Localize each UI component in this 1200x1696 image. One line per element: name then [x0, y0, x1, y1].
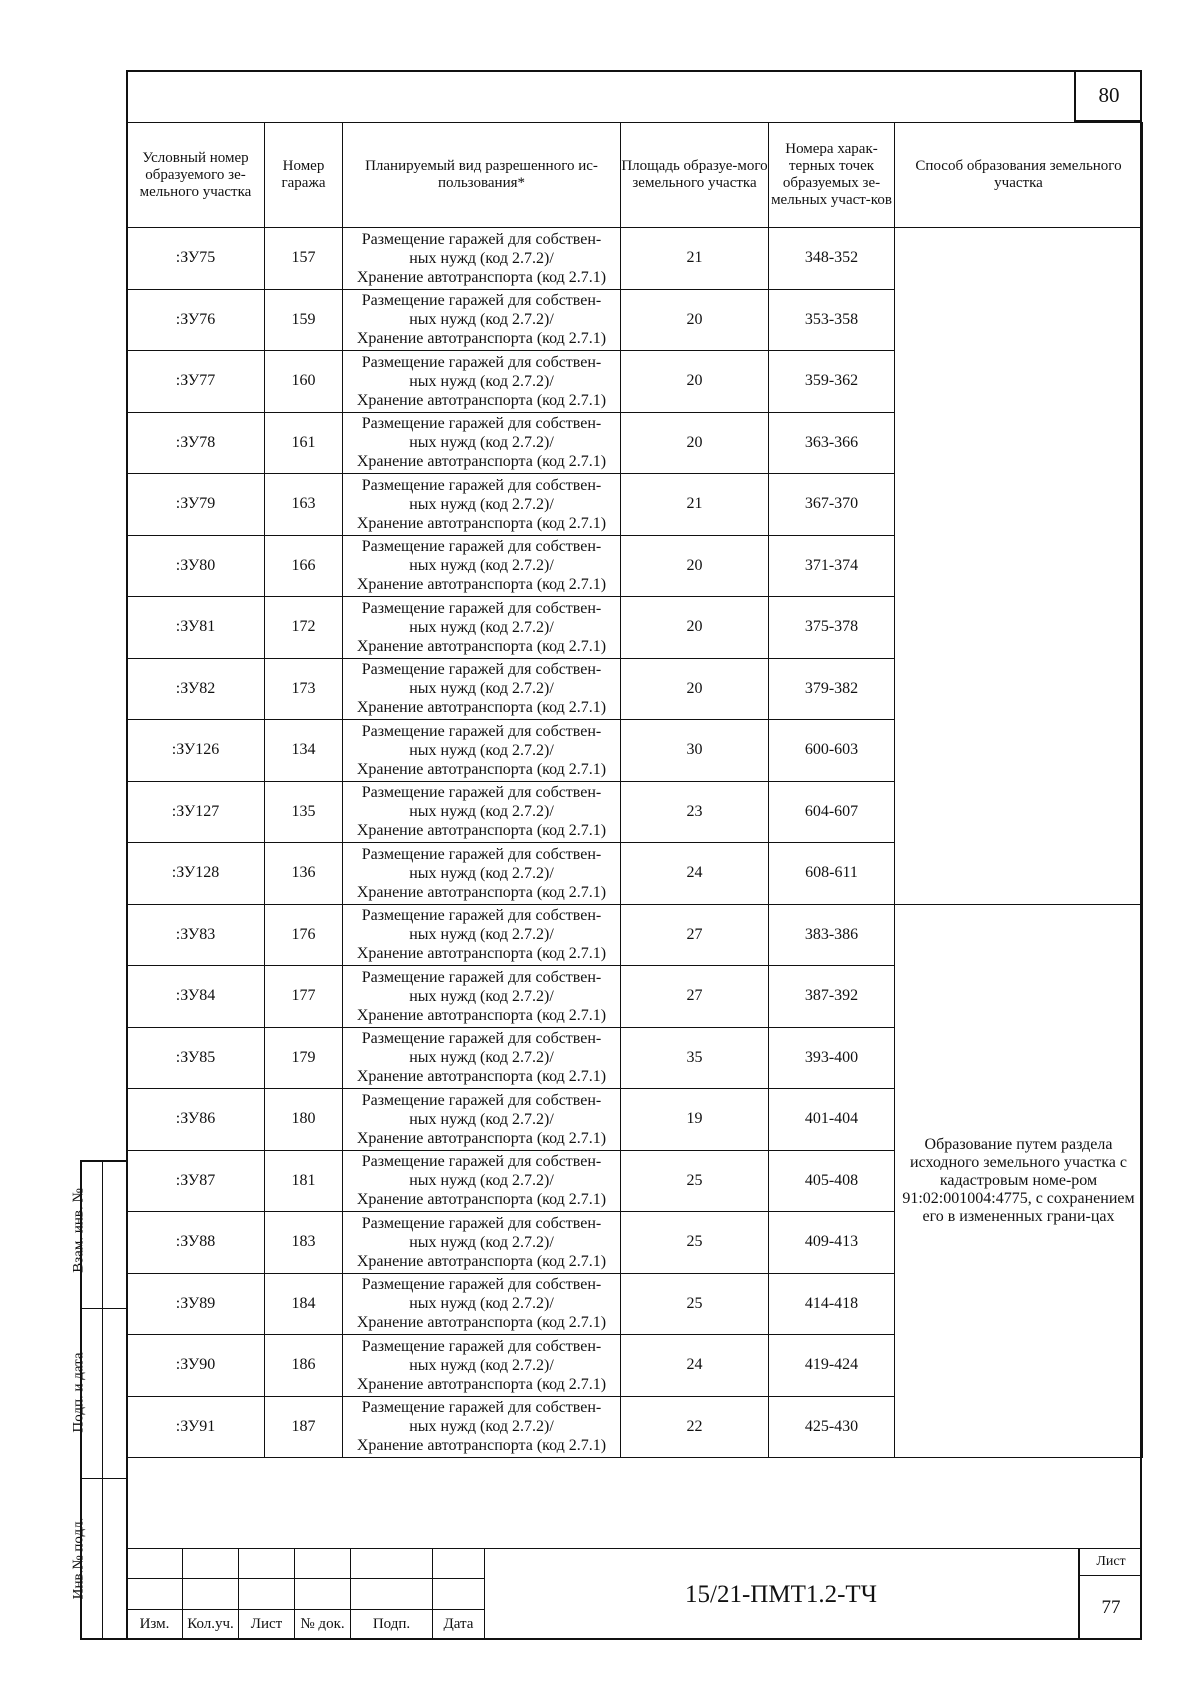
cell-points: 353-358	[769, 289, 895, 351]
side-label-inv-sub: Взам. инв. №	[70, 1188, 87, 1273]
cell-permitted-use	[343, 474, 621, 536]
side-divider	[80, 1478, 126, 1479]
permitted-use-line: Хранение автотранспорта (код 2.7.1)	[356, 883, 607, 901]
cell-points: 604-607	[769, 781, 895, 843]
cell-plot-id: :ЗУ85	[127, 1027, 265, 1089]
table-row	[127, 904, 1143, 966]
cell-area: 20	[621, 658, 769, 720]
permitted-use-line: Хранение автотранспорта (код 2.7.1)	[356, 576, 607, 594]
cell-points: 348-352	[769, 228, 895, 290]
cell-plot-id: :ЗУ87	[127, 1150, 265, 1212]
side-label-inv-orig: Инв.№ подл.	[70, 1517, 87, 1600]
side-stamp-inner	[102, 1160, 126, 1640]
cell-area: 25	[621, 1273, 769, 1335]
tb-col-change: Изм.	[127, 1609, 183, 1639]
permitted-use-line: ных нужд (код 2.7.2)/	[409, 926, 554, 944]
header-method: Способ образования земельного участка	[895, 123, 1143, 228]
cell-area: 21	[621, 228, 769, 290]
cell-garage-number: 187	[265, 1396, 343, 1458]
permitted-use-line: Хранение автотранспорта (код 2.7.1)	[356, 822, 607, 840]
cell-plot-id: :ЗУ77	[127, 351, 265, 413]
permitted-use-line: Размещение гаражей для собствен-	[361, 1399, 602, 1417]
cell-points: 383-386	[769, 904, 895, 966]
cell-garage-number: 173	[265, 658, 343, 720]
header-area: Площадь образуе-мого земельного участка	[621, 123, 769, 228]
permitted-use-line: Размещение гаражей для собствен-	[361, 538, 602, 556]
cell-area: 20	[621, 289, 769, 351]
cell-plot-id: :ЗУ82	[127, 658, 265, 720]
cell-area: 24	[621, 1335, 769, 1397]
cell-points: 387-392	[769, 966, 895, 1028]
permitted-use-line: Хранение автотранспорта (код 2.7.1)	[356, 268, 607, 286]
cell-plot-id: :ЗУ80	[127, 535, 265, 597]
cell-area: 20	[621, 412, 769, 474]
table-header-row	[127, 123, 1143, 228]
cell-area: 22	[621, 1396, 769, 1458]
cell-garage-number: 163	[265, 474, 343, 536]
cell-points: 371-374	[769, 535, 895, 597]
permitted-use-line: Хранение автотранспорта (код 2.7.1)	[356, 1252, 607, 1270]
cell-plot-id: :ЗУ79	[127, 474, 265, 536]
cell-permitted-use	[343, 289, 621, 351]
cell-garage-number: 159	[265, 289, 343, 351]
permitted-use-line: Размещение гаражей для собствен-	[361, 784, 602, 802]
permitted-use-line: ных нужд (код 2.7.2)/	[409, 803, 554, 821]
permitted-use-line: Хранение автотранспорта (код 2.7.1)	[356, 391, 607, 409]
tb-col-sheet: Лист	[239, 1609, 295, 1639]
land-plots-table	[126, 122, 1143, 1458]
permitted-use-line: Размещение гаражей для собствен-	[361, 599, 602, 617]
permitted-use-line: Размещение гаражей для собствен-	[361, 1091, 602, 1109]
permitted-use-line: ных нужд (код 2.7.2)/	[409, 434, 554, 452]
permitted-use-line: Размещение гаражей для собствен-	[361, 1214, 602, 1232]
permitted-use-line: ных нужд (код 2.7.2)/	[409, 1418, 554, 1436]
cell-area: 24	[621, 843, 769, 905]
cell-garage-number: 134	[265, 720, 343, 782]
cell-points: 600-603	[769, 720, 895, 782]
permitted-use-line: ных нужд (код 2.7.2)/	[409, 741, 554, 759]
permitted-use-line: ных нужд (код 2.7.2)/	[409, 1172, 554, 1190]
cell-permitted-use	[343, 1273, 621, 1335]
cell-garage-number: 157	[265, 228, 343, 290]
permitted-use-line: Хранение автотранспорта (код 2.7.1)	[356, 1375, 607, 1393]
cell-area: 35	[621, 1027, 769, 1089]
permitted-use-line: ных нужд (код 2.7.2)/	[409, 1295, 554, 1313]
permitted-use-line: ных нужд (код 2.7.2)/	[409, 372, 554, 390]
cell-plot-id: :ЗУ127	[127, 781, 265, 843]
cell-area: 25	[621, 1150, 769, 1212]
cell-garage-number: 184	[265, 1273, 343, 1335]
cell-points: 393-400	[769, 1027, 895, 1089]
cell-points: 405-408	[769, 1150, 895, 1212]
title-block	[126, 1548, 1142, 1640]
cell-plot-id: :ЗУ75	[127, 228, 265, 290]
cell-points: 425-430	[769, 1396, 895, 1458]
cell-permitted-use	[343, 228, 621, 290]
permitted-use-line: Хранение автотранспорта (код 2.7.1)	[356, 1006, 607, 1024]
permitted-use-line: Хранение автотранспорта (код 2.7.1)	[356, 760, 607, 778]
permitted-use-line: Хранение автотранспорта (код 2.7.1)	[356, 637, 607, 655]
cell-permitted-use	[343, 904, 621, 966]
document-code: 15/21-ПМТ1.2-ТЧ	[484, 1548, 1078, 1640]
cell-area: 25	[621, 1212, 769, 1274]
permitted-use-line: ных нужд (код 2.7.2)/	[409, 987, 554, 1005]
permitted-use-line: Размещение гаражей для собствен-	[361, 1276, 602, 1294]
cell-permitted-use	[343, 1150, 621, 1212]
permitted-use-line: Хранение автотранспорта (код 2.7.1)	[356, 1191, 607, 1209]
permitted-use-line: ных нужд (код 2.7.2)/	[409, 1356, 554, 1374]
table-row	[127, 228, 1143, 290]
permitted-use-line: ных нужд (код 2.7.2)/	[409, 495, 554, 513]
cell-method: Образование путем раздела исходного земельного участка с кадастровым номе-ром 91:02:001004:4775, с сохранением его в измененных грани-цах	[895, 904, 1143, 1458]
cell-plot-id: :ЗУ128	[127, 843, 265, 905]
cell-garage-number: 180	[265, 1089, 343, 1151]
cell-garage-number: 161	[265, 412, 343, 474]
cell-points: 419-424	[769, 1335, 895, 1397]
permitted-use-line: Хранение автотранспорта (код 2.7.1)	[356, 514, 607, 532]
cell-garage-number: 183	[265, 1212, 343, 1274]
cell-area: 27	[621, 966, 769, 1028]
cell-area: 30	[621, 720, 769, 782]
permitted-use-line: Хранение автотранспорта (код 2.7.1)	[356, 1437, 607, 1455]
tb-col-date: Дата	[433, 1609, 485, 1639]
cell-plot-id: :ЗУ88	[127, 1212, 265, 1274]
permitted-use-line: Размещение гаражей для собствен-	[361, 1337, 602, 1355]
cell-area: 19	[621, 1089, 769, 1151]
cell-permitted-use	[343, 843, 621, 905]
cell-garage-number: 136	[265, 843, 343, 905]
page-number-box	[1074, 70, 1142, 122]
permitted-use-line: ных нужд (код 2.7.2)/	[409, 1049, 554, 1067]
cell-plot-id: :ЗУ89	[127, 1273, 265, 1335]
cell-plot-id: :ЗУ83	[127, 904, 265, 966]
permitted-use-line: Хранение автотранспорта (код 2.7.1)	[356, 1068, 607, 1086]
permitted-use-line: ных нужд (код 2.7.2)/	[409, 557, 554, 575]
sheet-box	[1078, 1548, 1142, 1640]
cell-points: 409-413	[769, 1212, 895, 1274]
permitted-use-line: Хранение автотранспорта (код 2.7.1)	[356, 699, 607, 717]
permitted-use-line: ных нужд (код 2.7.2)/	[409, 249, 554, 267]
permitted-use-line: Размещение гаражей для собствен-	[361, 968, 602, 986]
permitted-use-line: Размещение гаражей для собствен-	[361, 415, 602, 433]
cell-points: 401-404	[769, 1089, 895, 1151]
permitted-use-line: ных нужд (код 2.7.2)/	[409, 311, 554, 329]
cell-permitted-use	[343, 658, 621, 720]
permitted-use-line: Размещение гаражей для собствен-	[361, 845, 602, 863]
cell-permitted-use	[343, 1396, 621, 1458]
permitted-use-line: ных нужд (код 2.7.2)/	[409, 618, 554, 636]
cell-garage-number: 181	[265, 1150, 343, 1212]
cell-points: 363-366	[769, 412, 895, 474]
cell-area: 27	[621, 904, 769, 966]
cell-area: 20	[621, 535, 769, 597]
cell-points: 375-378	[769, 597, 895, 659]
cell-permitted-use	[343, 720, 621, 782]
cell-garage-number: 176	[265, 904, 343, 966]
cell-permitted-use	[343, 781, 621, 843]
table-body	[127, 228, 1143, 1458]
cell-points: 414-418	[769, 1273, 895, 1335]
header-plot-id: Условный номер образуемого зе-мельного участка	[127, 123, 265, 228]
revision-grid	[126, 1548, 485, 1640]
tb-col-count: Кол.уч.	[183, 1609, 239, 1639]
cell-garage-number: 166	[265, 535, 343, 597]
cell-plot-id: :ЗУ78	[127, 412, 265, 474]
side-divider	[80, 1308, 126, 1309]
permitted-use-line: Размещение гаражей для собствен-	[361, 230, 602, 248]
permitted-use-line: Размещение гаражей для собствен-	[361, 476, 602, 494]
permitted-use-line: Хранение автотранспорта (код 2.7.1)	[356, 1314, 607, 1332]
permitted-use-line: Размещение гаражей для собствен-	[361, 907, 602, 925]
permitted-use-line: Хранение автотранспорта (код 2.7.1)	[356, 330, 607, 348]
cell-permitted-use	[343, 597, 621, 659]
cell-plot-id: :ЗУ90	[127, 1335, 265, 1397]
cell-points: 379-382	[769, 658, 895, 720]
sheet-number: 77	[1101, 1597, 1121, 1618]
cell-permitted-use	[343, 1089, 621, 1151]
cell-plot-id: :ЗУ91	[127, 1396, 265, 1458]
permitted-use-line: Хранение автотранспорта (код 2.7.1)	[356, 945, 607, 963]
cell-plot-id: :ЗУ84	[127, 966, 265, 1028]
permitted-use-line: ных нужд (код 2.7.2)/	[409, 1110, 554, 1128]
permitted-use-line: Размещение гаражей для собствен-	[361, 1153, 602, 1171]
tb-col-sign: Подп.	[351, 1609, 433, 1639]
cell-area: 20	[621, 597, 769, 659]
sheet-label: Лист	[1080, 1549, 1142, 1576]
cell-permitted-use	[343, 412, 621, 474]
cell-points: 359-362	[769, 351, 895, 413]
cell-plot-id: :ЗУ126	[127, 720, 265, 782]
tb-col-doc: № док.	[295, 1609, 351, 1639]
permitted-use-line: Размещение гаражей для собствен-	[361, 661, 602, 679]
permitted-use-line: Размещение гаражей для собствен-	[361, 292, 602, 310]
cell-permitted-use	[343, 351, 621, 413]
cell-garage-number: 135	[265, 781, 343, 843]
permitted-use-line: Хранение автотранспорта (код 2.7.1)	[356, 1129, 607, 1147]
cell-plot-id: :ЗУ86	[127, 1089, 265, 1151]
permitted-use-line: Размещение гаражей для собствен-	[361, 1030, 602, 1048]
permitted-use-line: ных нужд (код 2.7.2)/	[409, 680, 554, 698]
cell-permitted-use	[343, 1335, 621, 1397]
cell-points: 608-611	[769, 843, 895, 905]
cell-plot-id: :ЗУ76	[127, 289, 265, 351]
cell-permitted-use	[343, 535, 621, 597]
cell-garage-number: 179	[265, 1027, 343, 1089]
page-number: 80	[1098, 82, 1120, 107]
cell-method-empty	[895, 228, 1143, 905]
cell-permitted-use	[343, 966, 621, 1028]
header-garage-number: Номер гаража	[265, 123, 343, 228]
cell-area: 21	[621, 474, 769, 536]
header-permitted-use: Планируемый вид разрешенного ис-пользования*	[343, 123, 621, 228]
permitted-use-line: ных нужд (код 2.7.2)/	[409, 864, 554, 882]
header-points: Номера харак-терных точек образуемых зе-мельных участ-ков	[769, 123, 895, 228]
cell-permitted-use	[343, 1212, 621, 1274]
cell-plot-id: :ЗУ81	[127, 597, 265, 659]
cell-area: 23	[621, 781, 769, 843]
side-label-sign-date: Подп. и дата	[70, 1352, 87, 1433]
permitted-use-line: Размещение гаражей для собствен-	[361, 722, 602, 740]
permitted-use-line: Размещение гаражей для собствен-	[361, 353, 602, 371]
cell-permitted-use	[343, 1027, 621, 1089]
permitted-use-line: ных нужд (код 2.7.2)/	[409, 1233, 554, 1251]
cell-garage-number: 186	[265, 1335, 343, 1397]
cell-garage-number: 177	[265, 966, 343, 1028]
cell-area: 20	[621, 351, 769, 413]
cell-points: 367-370	[769, 474, 895, 536]
cell-garage-number: 160	[265, 351, 343, 413]
cell-garage-number: 172	[265, 597, 343, 659]
permitted-use-line: Хранение автотранспорта (код 2.7.1)	[356, 453, 607, 471]
